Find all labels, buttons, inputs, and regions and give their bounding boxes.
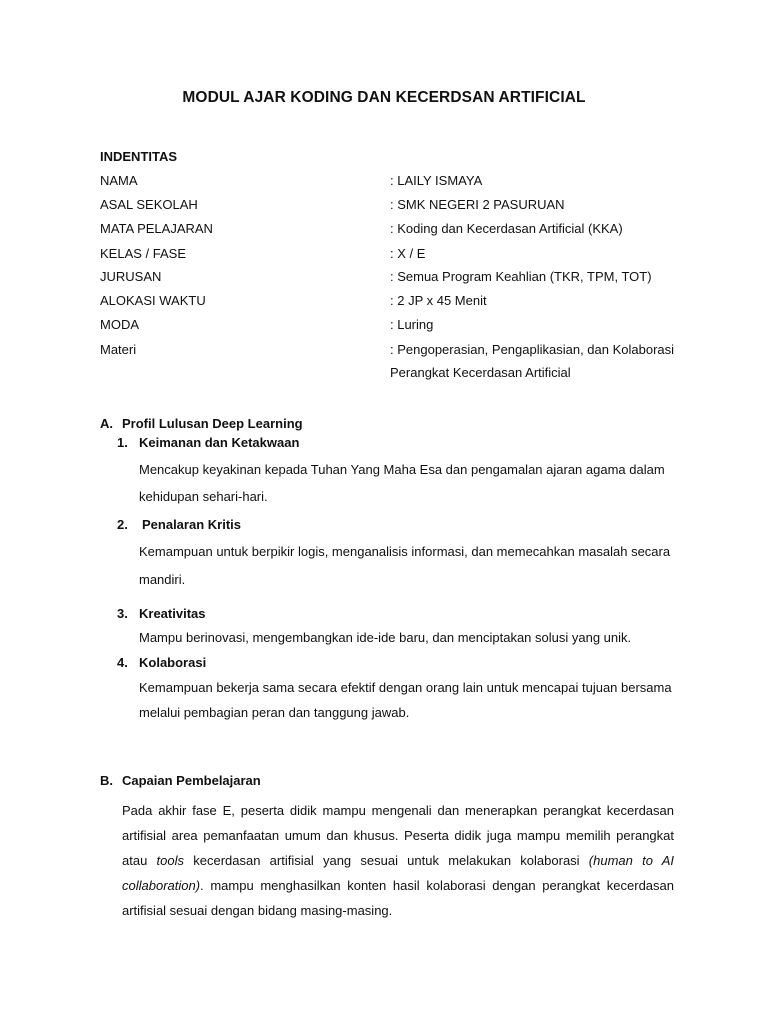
identity-value-moda: : Luring: [390, 317, 434, 332]
identity-label-mata-pelajaran: MATA PELAJARAN: [100, 221, 213, 236]
identity-value-kelas-fase: : X / E: [390, 246, 426, 261]
paragraph-text: Pada akhir fase E, peserta didik mampu mengenali dan menerapkan perangkat kecerdasan artifisial area pemanfaatan umum dan khusus. Peserta didik juga mampu memilih perangkat atau: [122, 803, 674, 868]
list-item-title: Kolaborasi: [139, 655, 207, 670]
paragraph-italic-collaboration: (human to AI collaboration): [122, 853, 674, 893]
identity-value-materi: : Pengoperasian, Pengaplikasian, dan Kolaborasi: [390, 342, 675, 357]
list-item-number: 2.: [117, 517, 128, 532]
identity-value-alokasi-waktu: : 2 JP x 45 Menit: [390, 293, 487, 308]
list-item-text: Mampu berinovasi, mengembangkan ide-ide baru, dan menciptakan solusi yang unik.: [139, 630, 632, 645]
identity-label-kelas-fase: KELAS / FASE: [100, 246, 186, 261]
paragraph-text: kecerdasan artifisial yang sesuai untuk melakukan kolaborasi: [184, 853, 589, 868]
list-item-title: Kreativitas: [139, 606, 206, 621]
list-item-text: Kemampuan untuk berpikir logis, menganalisis informasi, dan memecahkan masalah secara: [139, 544, 671, 559]
list-item-title: Keimanan dan Ketakwaan: [139, 435, 300, 450]
list-item-title: Penalaran Kritis: [142, 517, 241, 532]
list-item-number: 3.: [117, 606, 128, 621]
section-b-paragraph: [122, 798, 674, 923]
identity-heading: INDENTITAS: [100, 149, 178, 164]
section-b-letter: B.: [100, 773, 113, 788]
list-item-number: 4.: [117, 655, 128, 670]
list-item-text: mandiri.: [139, 572, 186, 587]
section-a-heading: Profil Lulusan Deep Learning: [122, 416, 303, 431]
identity-value-mata-pelajaran: : Koding dan Kecerdasan Artificial (KKA): [390, 221, 623, 236]
list-item-text: melalui pembagian peran dan tanggung jawab.: [139, 705, 410, 720]
list-item-text: kehidupan sehari-hari.: [139, 489, 268, 504]
identity-value-materi-continued: Perangkat Kecerdasan Artificial: [390, 365, 571, 380]
section-b-heading: Capaian Pembelajaran: [122, 773, 261, 788]
list-item-number: 1.: [117, 435, 128, 450]
identity-label-asal-sekolah: ASAL SEKOLAH: [100, 197, 198, 212]
paragraph-text: . mampu menghasilkan konten hasil kolaborasi dengan perangkat kecerdasan artifisial sesuai dengan bidang masing-masing.: [122, 878, 674, 918]
identity-label-jurusan: JURUSAN: [100, 269, 162, 284]
list-item-text: Mencakup keyakinan kepada Tuhan Yang Maha Esa dan pengamalan ajaran agama dalam: [139, 462, 665, 477]
identity-value-nama: : LAILY ISMAYA: [390, 173, 483, 188]
document-title: MODUL AJAR KODING DAN KECERDSAN ARTIFICIAL: [182, 89, 586, 106]
identity-label-materi: Materi: [100, 342, 137, 357]
paragraph-italic-tools: tools: [156, 853, 184, 868]
section-a-letter: A.: [100, 416, 113, 431]
identity-label-moda: MODA: [100, 317, 139, 332]
identity-value-asal-sekolah: : SMK NEGERI 2 PASURUAN: [390, 197, 565, 212]
identity-label-nama: NAMA: [100, 173, 138, 188]
identity-label-alokasi-waktu: ALOKASI WAKTU: [100, 293, 206, 308]
list-item-text: Kemampuan bekerja sama secara efektif dengan orang lain untuk mencapai tujuan bersama: [139, 680, 672, 695]
identity-value-jurusan: : Semua Program Keahlian (TKR, TPM, TOT): [390, 269, 652, 284]
